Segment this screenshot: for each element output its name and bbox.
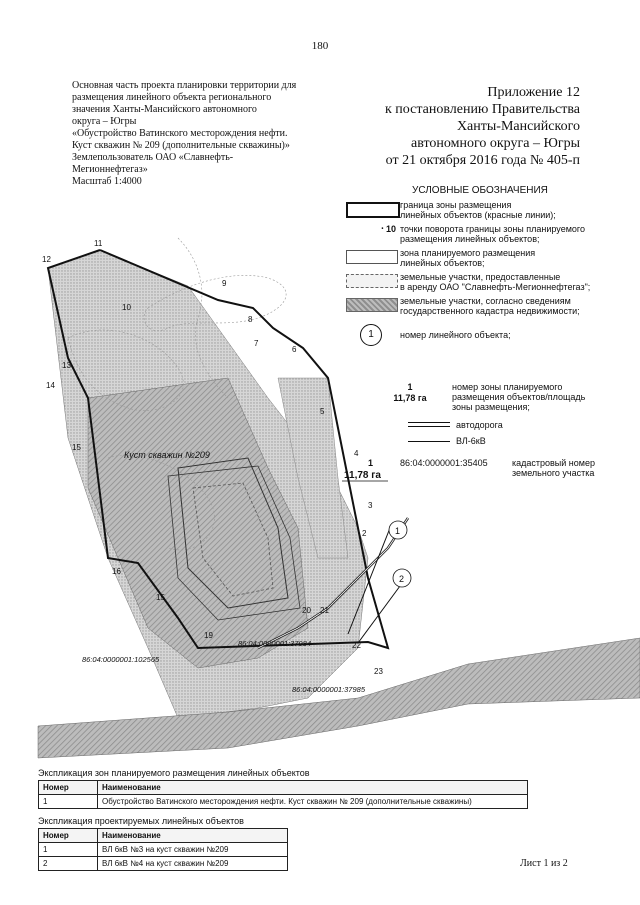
info-line: «Обустройство Ватинского месторождения нефти.	[72, 128, 288, 139]
legend-text: точки поворота границы зоны планируемого	[400, 224, 585, 234]
appendix-line: от 21 октября 2016 года № 405-п	[385, 153, 580, 168]
info-line: округа – Югры	[72, 116, 137, 127]
cadastral-number: 86:04:0000001:37985	[292, 685, 365, 694]
legend-text: государственного кадастра недвижимости;	[400, 306, 580, 316]
info-line: размещения линейного объекта регионального	[72, 92, 272, 103]
point-label: 10	[122, 303, 131, 312]
table-header: Номер	[39, 781, 98, 795]
planning-map	[28, 228, 640, 768]
project-info	[72, 80, 322, 188]
point-label: 19	[204, 631, 213, 640]
legend-text: зона планируемого размещения	[400, 248, 536, 258]
point-label: 11	[94, 239, 103, 248]
power-line	[358, 586, 400, 643]
table-cell: ВЛ 6кВ №3 на куст скважин №209	[98, 843, 288, 857]
info-line: Землепользователь ОАО «Славнефть-	[72, 152, 234, 163]
point-label: 13	[62, 361, 71, 370]
point-label: 8	[248, 315, 253, 324]
legend-text: номер линейного объекта;	[400, 330, 511, 340]
legend-text: размещения линейных объектов;	[400, 234, 540, 244]
table1-title: Экспликация зон планируемого размещения линейных объектов	[38, 768, 310, 778]
zone-label-number: 1	[368, 458, 374, 468]
table-row	[39, 795, 528, 809]
info-line: Основная часть проекта планировки территории для	[72, 80, 297, 91]
legend-text: земельные участки, согласно сведениям	[400, 296, 571, 306]
appendix-header	[360, 84, 580, 169]
legend-text: кадастровый номер	[512, 458, 595, 468]
legend-text: в аренду ОАО "Славнефть-Мегионнефтегаз";	[400, 282, 591, 292]
point-label: 22	[352, 641, 361, 650]
zone-sample-area: 11,78 га	[393, 393, 427, 403]
info-line: значения Ханты-Мансийского автономного	[72, 104, 257, 115]
zone-label-area: 11,78 га	[344, 470, 381, 481]
point-label: 3	[368, 501, 373, 510]
legend-text: автодорога	[456, 420, 503, 430]
object-number: 1	[395, 526, 401, 536]
table-header: Наименование	[98, 829, 288, 843]
boundary-swatch	[346, 202, 400, 218]
table-cell: 1	[39, 843, 98, 857]
objects-table	[38, 828, 288, 871]
well-pad-label: Куст скважин №209	[124, 450, 210, 460]
point-label: 21	[320, 606, 329, 615]
point-label: 6	[292, 345, 297, 354]
object-number-circle: 1	[360, 324, 382, 346]
appendix-line: автономного округа – Югры	[411, 136, 580, 151]
appendix-line: Ханты-Мансийского	[456, 119, 580, 134]
legend-text: земельного участка	[512, 468, 595, 478]
table-header-row	[39, 829, 288, 843]
legend-title: УСЛОВНЫЕ ОБОЗНАЧЕНИЯ	[412, 185, 548, 196]
point-label: 12	[42, 255, 51, 264]
zones-table	[38, 780, 528, 809]
legend-text: ВЛ-6кВ	[456, 436, 486, 446]
appendix-line: к постановлению Правительства	[384, 102, 580, 117]
legend-text: номер зоны планируемого	[452, 382, 563, 392]
info-line: Куст скважин № 209 (дополнительные скважины)»	[72, 140, 290, 151]
turn-point-sample: 10	[385, 224, 396, 234]
point-label: 4	[354, 449, 359, 458]
table-cell: 2	[39, 857, 98, 871]
point-label: 5	[320, 407, 325, 416]
cadastral-sample: 86:04:0000001:35405	[400, 458, 488, 468]
info-line: Мегионнефтегаз»	[72, 164, 148, 175]
table-row	[39, 843, 288, 857]
legend-text: земельные участки, предоставленные	[400, 272, 561, 282]
point-label: 23	[374, 667, 383, 676]
sheet-number: Лист 1 из 2	[520, 858, 568, 869]
table-cell: ВЛ 6кВ №4 на куст скважин №209	[98, 857, 288, 871]
point-label: 7	[254, 339, 259, 348]
table2-title: Экспликация проектируемых линейных объектов	[38, 816, 244, 826]
turn-point-swatch: • 10	[381, 224, 396, 234]
legend-text: линейных объектов;	[400, 258, 485, 268]
legend-text: размещения объектов/площадь	[452, 392, 586, 402]
point-label: 15	[156, 593, 165, 602]
point-label: 14	[46, 381, 55, 390]
point-label: 9	[222, 279, 227, 288]
legend-text: граница зоны размещения	[400, 200, 512, 210]
point-label: 2	[362, 529, 367, 538]
table-cell: Обустройство Ватинского месторождения нефти. Куст скважин № 209 (дополнительные скважины)	[98, 795, 528, 809]
table-cell: 1	[39, 795, 98, 809]
cadastral-number: 86:04:0000001:102565	[82, 655, 160, 664]
info-line: Масштаб 1:4000	[72, 176, 142, 187]
legend-text: линейных объектов (красные линии);	[400, 210, 556, 220]
point-label: 20	[302, 606, 311, 615]
point-label: 15	[72, 443, 81, 452]
appendix-line: Приложение 12	[487, 85, 580, 100]
zone-sample-num: 1	[407, 382, 413, 392]
cadastral-number: 86:04:0000001:37984	[238, 639, 311, 648]
table-row	[39, 857, 288, 871]
table-header: Наименование	[98, 781, 528, 795]
point-label: 16	[112, 567, 121, 576]
table-header-row	[39, 781, 528, 795]
legend-text: зоны размещения;	[452, 402, 530, 412]
table-header: Номер	[39, 829, 98, 843]
page-number: 180	[311, 40, 329, 52]
object-number: 2	[399, 574, 405, 584]
